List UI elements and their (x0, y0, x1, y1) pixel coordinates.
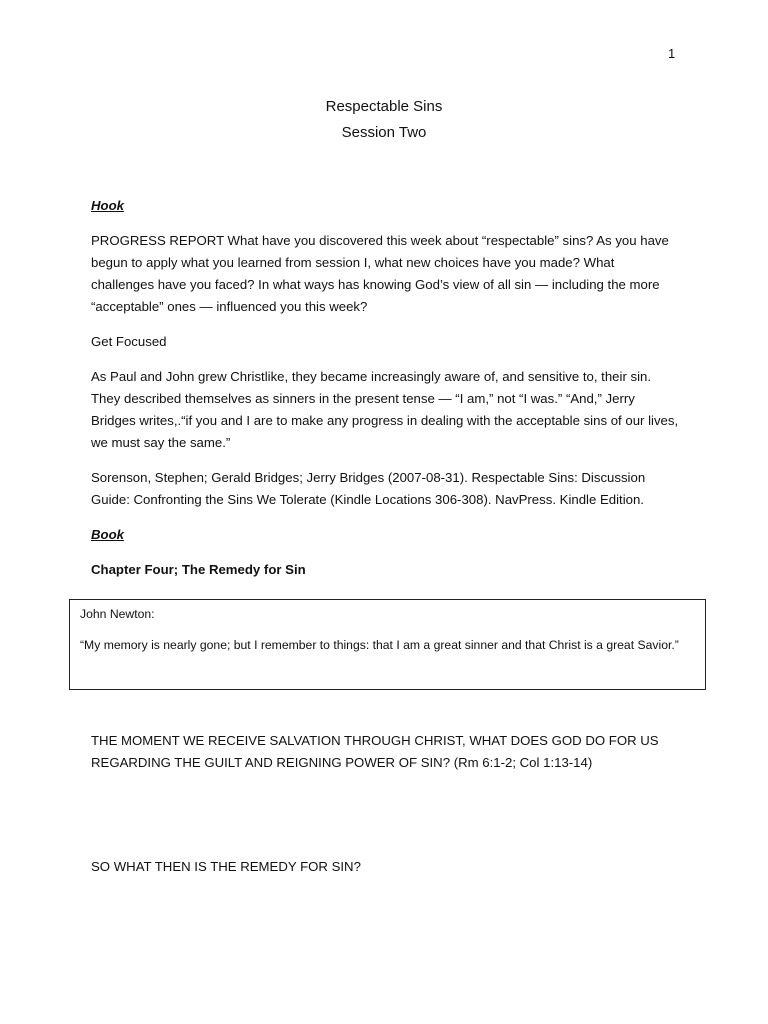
book-heading: Book (91, 527, 124, 542)
quote-box (69, 599, 706, 690)
quote-text: “My memory is nearly gone; but I remember to things: that I am a great sinner and that Christ is a great Savior.” (80, 638, 679, 652)
page-number: 1 (668, 46, 676, 61)
get-focused-heading: Get Focused (91, 334, 167, 349)
hook-heading: Hook (91, 198, 124, 213)
get-focused-paragraph: As Paul and John grew Christlike, they became increasingly aware of, and sensitive to, their sin. They described themselves as sinners in the present tense — “I am,” not “I was.” “And,” Jerry Bridges writes,.“if you and I are to make any progress in dealing with the acceptable sins of our lives, we must say the same.” (91, 369, 679, 450)
chapter-heading: Chapter Four; The Remedy for Sin (91, 562, 306, 577)
document-title (0, 94, 768, 146)
question-salvation: THE MOMENT WE RECEIVE SALVATION THROUGH CHRIST, WHAT DOES GOD DO FOR US REGARDING THE GUILT AND REIGNING POWER OF SIN? (Rm 6:1-2; Col 1:13-14) (91, 733, 659, 770)
question-remedy: SO WHAT THEN IS THE REMEDY FOR SIN? (91, 859, 361, 874)
document-body (91, 195, 681, 594)
progress-report-paragraph: PROGRESS REPORT What have you discovered this week about “respectable” sins? As you have begun to apply what you learned from session I, what new choices have you made? What challenges have you faced? In what ways has knowing God’s view of all sin — including the more “acceptable” ones — influenced you this week? (91, 233, 669, 314)
quote-author: John Newton: (80, 607, 155, 621)
title-line-1: Respectable Sins (325, 98, 443, 115)
citation-paragraph: Sorenson, Stephen; Gerald Bridges; Jerry Bridges (2007-08-31). Respectable Sins: Discussion Guide: Confronting the Sins We Tolerate (Kindle Locations 306-308). NavPress. Kindle Edition. (91, 470, 646, 507)
title-line-2: Session Two (341, 124, 427, 141)
